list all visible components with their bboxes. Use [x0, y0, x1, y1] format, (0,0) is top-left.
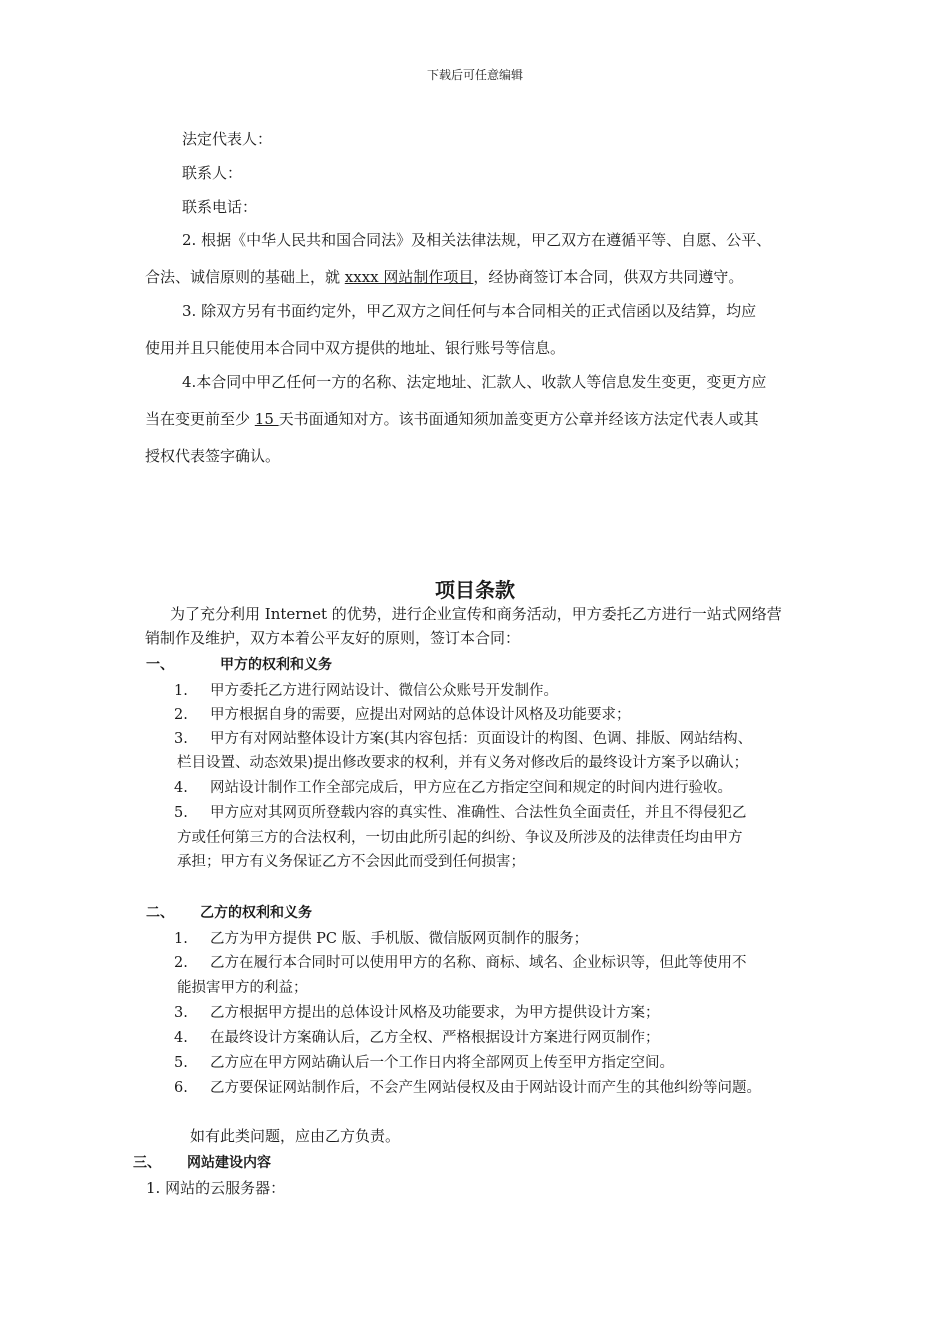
s2-note: 如有此类问题，应由乙方负责。 — [190, 1127, 401, 1145]
s1-item-1-num: 1. — [174, 683, 188, 699]
legal-rep-line: 法定代表人： — [182, 130, 273, 148]
clause-2-text-b: ，经协商签订本合同，供双方共同遵守。 — [473, 268, 744, 286]
intro-line-2: 销制作及维护，双方本着公平友好的原则，签订本合同： — [145, 629, 521, 647]
section-2-heading: 乙方的权利和义务 — [200, 905, 312, 921]
s1-item-4-num: 4. — [174, 780, 188, 796]
s2-item-2-cont: 能损害甲方的利益； — [177, 980, 308, 996]
s2-item-4 — [174, 1026, 660, 1047]
s1-item-5-text: 甲方应对其网页所登载内容的真实性、准确性、合法性负全面责任，并且不得侵犯乙 — [210, 805, 747, 821]
s2-item-4-text: 在最终设计方案确认后，乙方全权、严格根据设计方案进行网页制作； — [210, 1030, 660, 1046]
s2-item-2-num: 2. — [174, 955, 188, 971]
section-title: 项目条款 — [435, 578, 515, 602]
s1-item-2-num: 2. — [174, 707, 188, 723]
s2-item-1-num: 1. — [174, 931, 188, 947]
section-3-heading: 网站建设内容 — [187, 1155, 271, 1171]
s1-item-4-text: 网站设计制作工作全部完成后，甲方应在乙方指定空间和规定的时间内进行验收。 — [210, 780, 732, 796]
s2-item-1-text: 乙方为甲方提供 PC 版、手机版、微信版网页制作的服务； — [210, 931, 589, 947]
s2-item-2 — [174, 951, 747, 972]
clause-2-text-a: 合法、诚信原则的基础上，就 — [145, 268, 345, 286]
s2-item-5 — [174, 1051, 674, 1072]
s2-item-2-text: 乙方在履行本合同时可以使用甲方的名称、商标、域名、企业标识等，但此等使用不 — [210, 955, 747, 971]
s2-item-4-num: 4. — [174, 1030, 188, 1046]
s1-item-3 — [174, 727, 752, 748]
clause-3-line-1: 3. 除双方另有书面约定外，甲乙双方之间任何与本合同相关的正式信函以及结算，均应 — [182, 302, 757, 320]
s2-item-3-text: 乙方根据甲方提出的总体设计风格及功能要求，为甲方提供设计方案； — [210, 1005, 660, 1021]
contact-line: 联系人： — [182, 164, 243, 182]
clause-4-text-b: 天书面通知对方。该书面通知须加盖变更方公章并经该方法定代表人或其 — [278, 410, 759, 428]
clause-4-line-1: 4.本合同中甲乙任何一方的名称、法定地址、汇款人、收款人等信息发生变更，变更方应 — [182, 373, 767, 391]
s1-item-1 — [174, 679, 558, 700]
clause-3-line-2: 使用并且只能使用本合同中双方提供的地址、银行账号等信息。 — [145, 339, 566, 357]
s1-item-3-num: 3. — [174, 731, 188, 747]
s3-item-1: 1. 网站的云服务器： — [146, 1179, 286, 1197]
s1-item-5 — [174, 801, 747, 822]
s2-item-5-text: 乙方应在甲方网站确认后一个工作日内将全部网页上传至甲方指定空间。 — [210, 1055, 674, 1071]
s1-item-2-text: 甲方根据自身的需要，应提出对网站的总体设计风格及功能要求； — [210, 707, 631, 723]
page-header: 下载后可任意编辑 — [426, 68, 523, 82]
clause-4-line-2 — [145, 408, 759, 429]
s2-item-3-num: 3. — [174, 1005, 188, 1021]
s2-item-6-text: 乙方要保证网站制作后，不会产生网站侵权及由于网站设计而产生的其他纠纷等问题。 — [210, 1080, 761, 1096]
s1-item-5-num: 5. — [174, 805, 188, 821]
clause-4-line-3: 授权代表签字确认。 — [145, 447, 281, 465]
s1-item-4 — [174, 776, 732, 797]
s1-item-2 — [174, 703, 631, 724]
section-2-number: 二、 — [146, 905, 174, 921]
project-name: xxxx 网站制作项目 — [344, 268, 474, 286]
s2-item-5-num: 5. — [174, 1055, 188, 1071]
section-1-number: 一、 — [146, 657, 174, 673]
s1-item-5-cont-1: 方或任何第三方的合法权利，一切由此所引起的纠纷、争议及所涉及的法律责任均由甲方 — [177, 830, 743, 846]
notice-days: 15 — [254, 410, 279, 428]
s2-item-6-num: 6. — [174, 1080, 188, 1096]
s1-item-1-text: 甲方委托乙方进行网站设计、微信公众账号开发制作。 — [210, 683, 558, 699]
section-3-number: 三、 — [133, 1155, 161, 1171]
clause-2-line-1: 2. 根据《中华人民共和国合同法》及相关法律法规，甲乙双方在遵循平等、自愿、公平、 — [182, 231, 772, 249]
s2-item-1 — [174, 927, 588, 948]
s1-item-3-cont: 栏目设置、动态效果)提出修改要求的权利，并有义务对修改后的最终设计方案予以确认； — [177, 755, 749, 771]
intro-line-1: 为了充分利用 Internet 的优势，进行企业宣传和商务活动，甲方委托乙方进行一站式网络营 — [170, 605, 782, 623]
clause-4-text-a: 当在变更前至少 — [145, 410, 255, 428]
clause-2-line-2 — [145, 266, 743, 287]
phone-line: 联系电话： — [182, 198, 258, 216]
s2-item-6 — [174, 1076, 761, 1097]
s2-item-3 — [174, 1001, 660, 1022]
section-1-heading: 甲方的权利和义务 — [220, 657, 332, 673]
s1-item-3-text: 甲方有对网站整体设计方案(其内容包括：页面设计的构图、色调、排版、网站结构、 — [210, 731, 753, 747]
s1-item-5-cont-2: 承担；甲方有义务保证乙方不会因此而受到任何损害； — [177, 854, 525, 870]
